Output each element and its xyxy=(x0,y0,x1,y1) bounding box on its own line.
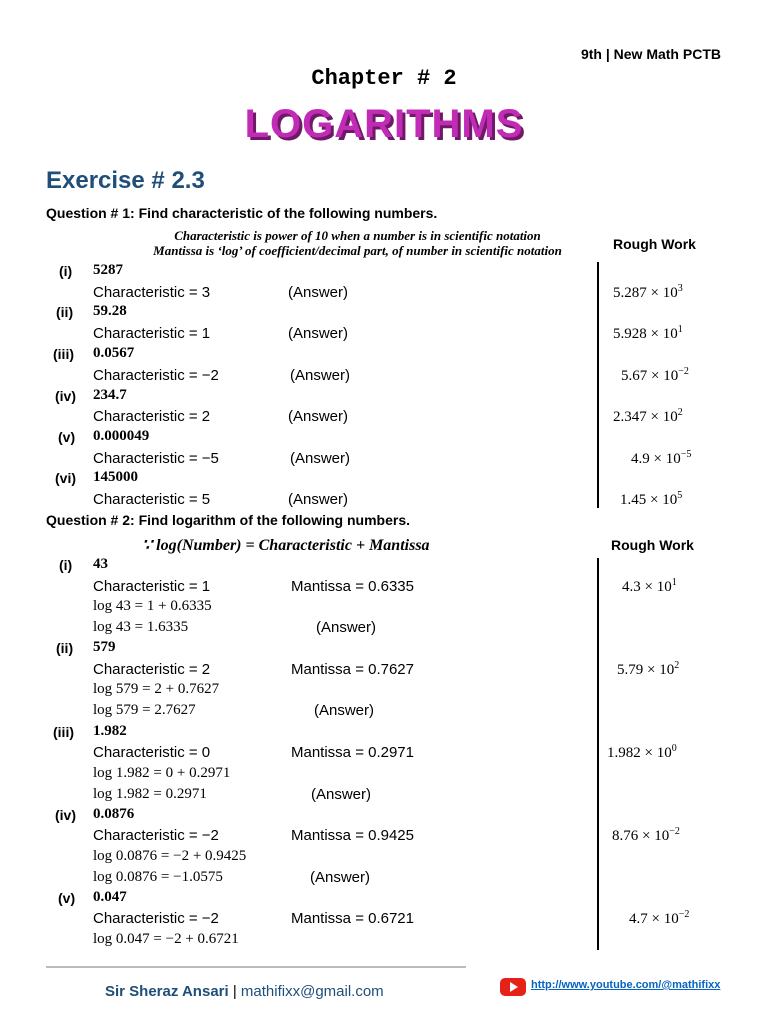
q1-item-label: (i) xyxy=(59,263,73,279)
q2-item-rough: $1.982 \times 10^0$ xyxy=(607,743,677,761)
author-name: Sir Sheraz Ansari xyxy=(105,983,229,1000)
q2-item-step-2: log 0.0876 = −1.0575 xyxy=(93,869,223,885)
question-2-title: Question # 2: Find logarithm of the following numbers. xyxy=(46,512,410,528)
q1-item-label: (vi) xyxy=(55,470,76,486)
q1-item-number: 0.000049 xyxy=(93,428,150,444)
q2-item-step-2: log 579 = 2.7627 xyxy=(93,702,196,718)
youtube-icon[interactable] xyxy=(500,978,526,996)
q2-item-mantissa: Mantissa = 0.6721 xyxy=(291,910,414,927)
q2-item-answer: (Answer) xyxy=(311,786,372,803)
q2-item-number: 579 xyxy=(93,639,116,655)
chapter-title: Chapter # 2 xyxy=(311,66,457,91)
q1-item-characteristic: Characteristic = 1 xyxy=(93,325,211,342)
q1-item-answer: (Answer) xyxy=(288,408,349,425)
rough-work-divider-2 xyxy=(597,558,599,950)
q2-item-label: (v) xyxy=(58,890,76,906)
q2-item-step-1: log 579 = 2 + 0.7627 xyxy=(93,681,220,697)
q1-item-label: (ii) xyxy=(56,304,74,320)
q2-item-step-1: log 1.982 = 0 + 0.2971 xyxy=(93,765,231,781)
topic-title: LOGARITHMS xyxy=(244,102,524,146)
q2-item-number: 0.0876 xyxy=(93,806,135,822)
q1-item-number: 5287 xyxy=(93,262,123,278)
q1-item-rough: $4.9 \times 10^{-5}$ xyxy=(631,449,692,467)
q2-item-rough: $8.76 \times 10^{-2}$ xyxy=(612,826,680,844)
q2-item-step-1: log 0.047 = −2 + 0.6721 xyxy=(93,931,239,947)
q1-item-number: 59.28 xyxy=(93,303,127,319)
q1-item-answer: (Answer) xyxy=(288,491,349,508)
q2-item-step-2: log 43 = 1.6335 xyxy=(93,619,189,635)
q1-item-rough: $5.67 \times 10^{-2}$ xyxy=(621,366,689,384)
q1-item-number: 145000 xyxy=(93,469,138,485)
q1-item-rough: $5.287 \times 10^3$ xyxy=(613,283,683,301)
q2-item-characteristic: Characteristic = 1 xyxy=(93,578,211,595)
q1-item-characteristic: Characteristic = 5 xyxy=(93,491,211,508)
q1-item-characteristic: Characteristic = −2 xyxy=(93,367,219,384)
author-email[interactable]: mathifixx@gmail.com xyxy=(240,983,384,1000)
q1-item-number: 0.0567 xyxy=(93,345,135,361)
q2-item-step-1: log 43 = 1 + 0.6335 xyxy=(93,598,212,614)
course-header: 9th | New Math PCTB xyxy=(580,46,721,62)
q2-item-answer: (Answer) xyxy=(316,619,377,636)
q2-item-step-2: log 1.982 = 0.2971 xyxy=(93,786,207,802)
q1-item-characteristic: Characteristic = 3 xyxy=(93,284,211,301)
question-1-title: Question # 1: Find characteristic of the following numbers. xyxy=(46,205,438,221)
log-formula: ∵ log(Number) = Characteristic + Mantissa xyxy=(142,537,430,554)
exercise-title: Exercise # 2.3 xyxy=(46,167,205,194)
q2-item-mantissa: Mantissa = 0.2971 xyxy=(291,744,414,761)
note-mantissa: Mantissa is ‘log’ of coefficient/decimal part, of number in scientific notation xyxy=(153,243,562,258)
q2-item-mantissa: Mantissa = 0.7627 xyxy=(291,661,414,678)
footer-divider xyxy=(46,966,466,968)
rough-work-label-1: Rough Work xyxy=(613,236,696,252)
q1-item-characteristic: Characteristic = 2 xyxy=(93,408,211,425)
q2-item-characteristic: Characteristic = 0 xyxy=(93,744,211,761)
q1-item-characteristic: Characteristic = −5 xyxy=(93,450,219,467)
youtube-link[interactable]: http://www.youtube.com/@mathifixx xyxy=(531,979,721,991)
footer-credit xyxy=(105,983,384,1000)
q2-item-rough: $4.7 \times 10^{-2}$ xyxy=(629,909,690,927)
q2-item-answer: (Answer) xyxy=(310,869,371,886)
rough-work-label-2: Rough Work xyxy=(611,537,694,553)
q2-item-number: 43 xyxy=(93,556,108,572)
q2-item-label: (iv) xyxy=(55,807,76,823)
rough-work-divider-1 xyxy=(597,262,599,508)
q1-item-answer: (Answer) xyxy=(288,284,349,301)
q2-item-characteristic: Characteristic = −2 xyxy=(93,910,219,927)
q1-item-label: (iv) xyxy=(55,388,76,404)
q1-item-label: (iii) xyxy=(53,346,74,362)
q2-item-label: (ii) xyxy=(56,640,74,656)
q2-item-answer: (Answer) xyxy=(314,702,375,719)
q1-item-rough: $1.45 \times 10^5$ xyxy=(620,490,683,508)
q2-item-label: (iii) xyxy=(53,724,74,740)
q2-item-label: (i) xyxy=(59,557,73,573)
q2-item-characteristic: Characteristic = −2 xyxy=(93,827,219,844)
footer-separator: | xyxy=(232,983,237,1000)
q2-item-rough: $5.79 \times 10^2$ xyxy=(617,660,680,678)
q2-item-number: 1.982 xyxy=(93,723,127,739)
q1-item-answer: (Answer) xyxy=(290,450,351,467)
q2-item-mantissa: Mantissa = 0.9425 xyxy=(291,827,414,844)
q2-item-characteristic: Characteristic = 2 xyxy=(93,661,211,678)
note-characteristic: Characteristic is power of 10 when a number is in scientific notation xyxy=(174,228,541,243)
q2-item-number: 0.047 xyxy=(93,889,127,905)
q1-item-rough: $2.347 \times 10^2$ xyxy=(613,407,683,425)
q1-item-rough: $5.928 \times 10^1$ xyxy=(613,324,683,342)
q1-item-number: 234.7 xyxy=(93,387,127,403)
q1-item-answer: (Answer) xyxy=(288,325,349,342)
q2-item-mantissa: Mantissa = 0.6335 xyxy=(291,578,414,595)
q2-item-rough: $4.3 \times 10^1$ xyxy=(622,577,677,595)
q2-item-step-1: log 0.0876 = −2 + 0.9425 xyxy=(93,848,247,864)
q1-item-answer: (Answer) xyxy=(290,367,351,384)
q1-item-label: (v) xyxy=(58,429,76,445)
